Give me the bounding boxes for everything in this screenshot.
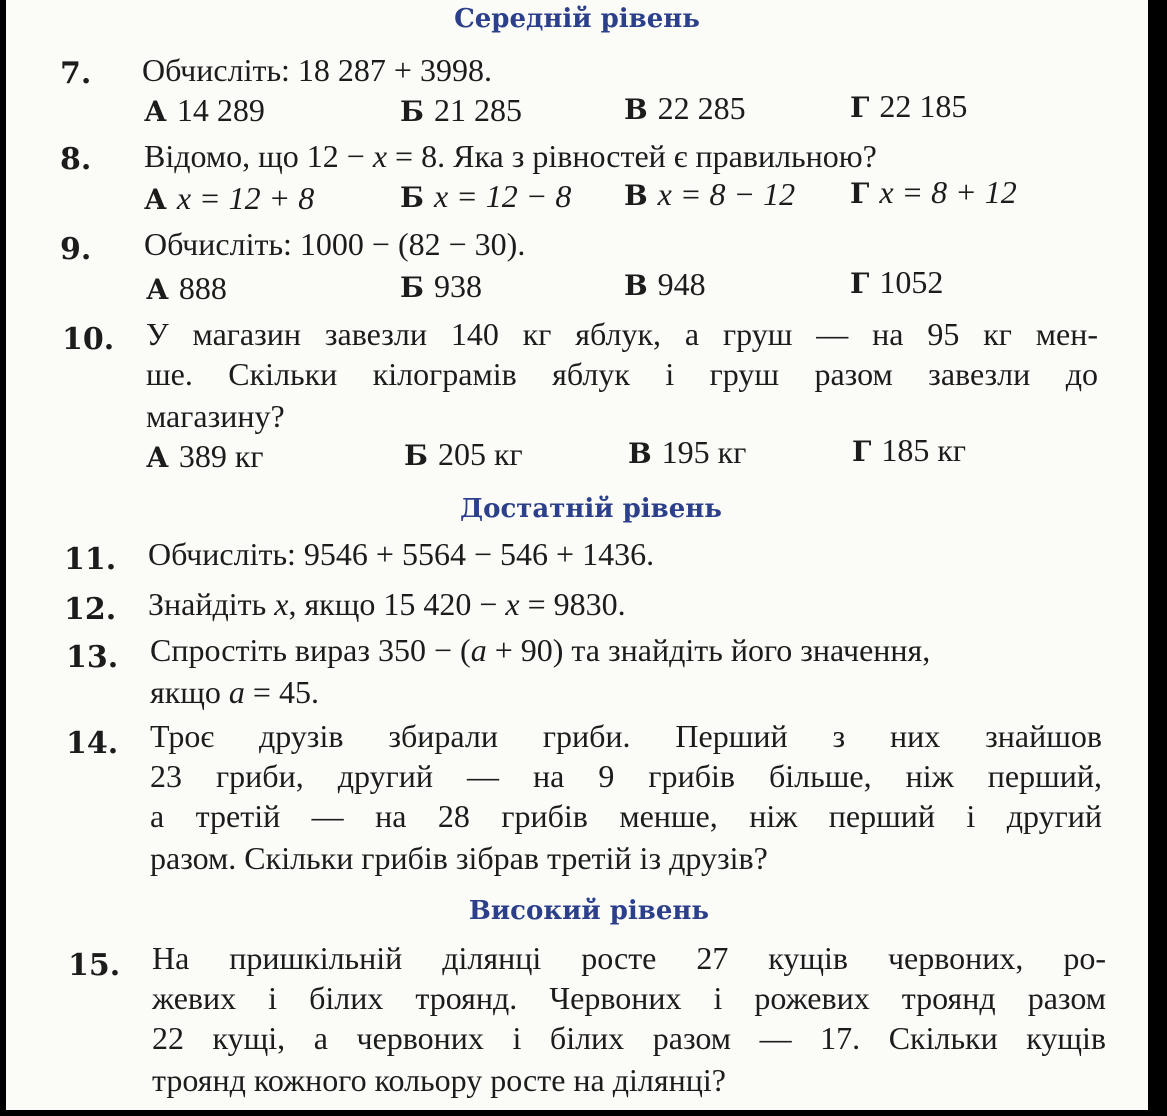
problem-7-number: 7.: [60, 56, 92, 91]
option-letter: В: [624, 93, 648, 126]
problem-9-number: 9.: [60, 232, 92, 267]
level-heading-sufficient: Достатній рівень: [460, 494, 722, 524]
problem-15-line-1: На пришкільній ділянці росте 27 кущів червоних, ро-: [152, 940, 1106, 976]
text-part: якщо: [150, 674, 229, 710]
text-part: = 8. Яка з рівностей є правильною?: [387, 138, 877, 174]
option-value: 195 кг: [661, 434, 747, 470]
option-letter: А: [146, 273, 169, 306]
problem-10-option-c: [628, 434, 746, 471]
problem-10-line-1: У магазин завезли 140 кг яблук, а груш — на 95 кг мен-: [146, 316, 1098, 352]
option-value: 938: [433, 268, 482, 304]
option-value: x = 12 − 8: [433, 178, 572, 214]
option-letter: Б: [400, 271, 424, 304]
problem-9-option-b: [400, 268, 482, 305]
problem-14-line-1: Троє друзів збирали гриби. Перший з них знайшов: [150, 718, 1102, 754]
problem-14-line-4: разом. Скільки грибів зібрав третій із друзів?: [150, 840, 768, 876]
problem-7-option-a: [144, 92, 265, 129]
option-value: 888: [178, 270, 227, 306]
variable-a: a: [470, 632, 487, 668]
level-heading-medium: Середній рівень: [454, 4, 700, 34]
problem-15-line-3: 22 кущі, а червоних і білих разом — 17. Скільки кущів: [152, 1020, 1106, 1056]
option-value: x = 8 + 12: [879, 174, 1017, 210]
option-value: x = 8 − 12: [657, 176, 796, 212]
problem-8-option-c: [624, 176, 795, 213]
option-letter: Г: [850, 267, 870, 300]
text-part: Спростіть вираз 350 − (: [150, 632, 471, 668]
problem-10-line-2: ше. Скільки кілограмів яблук і груш разом завезли до: [146, 356, 1098, 392]
option-letter: А: [146, 441, 169, 474]
problem-14-line-3: а третій — на 28 грибів менше, ніж перший і другий: [150, 798, 1102, 834]
problem-11-number: 11.: [64, 542, 117, 577]
variable-x: x: [274, 586, 289, 622]
option-value: 948: [657, 266, 706, 302]
option-letter: Б: [400, 95, 424, 128]
text-part: Відомо, що 12 −: [144, 138, 373, 174]
text-part: = 45.: [244, 674, 319, 710]
text-part: = 9830.: [519, 586, 626, 622]
option-letter: В: [628, 437, 652, 470]
option-letter: А: [144, 95, 167, 128]
problem-9-option-a: [146, 270, 227, 307]
option-value: 185 кг: [881, 432, 967, 468]
problem-12-number: 12.: [64, 592, 117, 627]
problem-11-text: Обчисліть: 9546 + 5564 − 546 + 1436.: [148, 536, 655, 572]
option-letter: Г: [852, 435, 872, 468]
option-value: 205 кг: [437, 436, 523, 472]
problem-15-line-2: жевих і білих троянд. Червоних і рожевих троянд разом: [152, 980, 1106, 1016]
problem-14-line-2: 23 гриби, другий — на 9 грибів більше, ніж перший,: [150, 758, 1102, 794]
option-letter: Б: [404, 439, 428, 472]
problem-9-text: Обчисліть: 1000 − (82 − 30).: [144, 226, 526, 262]
problem-13-line-1: [150, 632, 930, 669]
option-value: 21 285: [433, 92, 522, 128]
problem-8-text: [144, 138, 877, 175]
level-heading-high: Високий рівень: [468, 896, 710, 926]
option-value: 22 285: [657, 90, 746, 126]
option-letter: Г: [850, 91, 870, 124]
problem-10-line-3: магазину?: [146, 398, 285, 434]
problem-12-text: [148, 586, 626, 623]
text-part: + 90) та знайдіть його значення,: [486, 632, 931, 668]
option-letter: Г: [850, 177, 870, 210]
problem-8-option-b: [400, 178, 571, 215]
option-value: 14 289: [176, 92, 265, 128]
problem-8-option-a: [144, 180, 314, 217]
problem-7-option-d: [850, 88, 967, 125]
problem-13-number: 13.: [66, 640, 119, 675]
option-letter: В: [624, 269, 648, 302]
option-value: 389 кг: [178, 438, 264, 474]
option-letter: А: [144, 183, 167, 216]
problem-14-number: 14.: [66, 726, 119, 761]
problem-7-option-b: [400, 92, 522, 129]
text-part: , якщо 15 420 −: [288, 586, 506, 622]
problem-13-line-2: [150, 674, 319, 711]
problem-8-option-d: [850, 174, 1017, 211]
problem-10-option-d: [852, 432, 966, 469]
text-part: Знайдіть: [148, 586, 275, 622]
option-value: x = 12 + 8: [176, 180, 315, 216]
problem-9-option-c: [624, 266, 706, 303]
problem-8-number: 8.: [60, 142, 92, 177]
variable-a: a: [228, 674, 245, 710]
option-value: 1052: [879, 264, 944, 300]
variable-x: x: [372, 138, 388, 174]
problem-15-number: 15.: [68, 948, 121, 983]
option-value: 22 185: [879, 88, 968, 124]
option-letter: В: [624, 179, 648, 212]
textbook-page: [6, 0, 1148, 1110]
variable-x: x: [505, 586, 520, 622]
option-letter: Б: [400, 181, 424, 214]
problem-15-line-4: троянд кожного кольору росте на ділянці?: [152, 1062, 726, 1098]
problem-10-option-a: [146, 438, 263, 475]
problem-10-number: 10.: [62, 322, 115, 357]
problem-7-option-c: [624, 90, 746, 127]
problem-7-text: Обчисліть: 18 287 + 3998.: [142, 52, 492, 88]
problem-10-option-b: [404, 436, 523, 473]
problem-9-option-d: [850, 264, 943, 301]
